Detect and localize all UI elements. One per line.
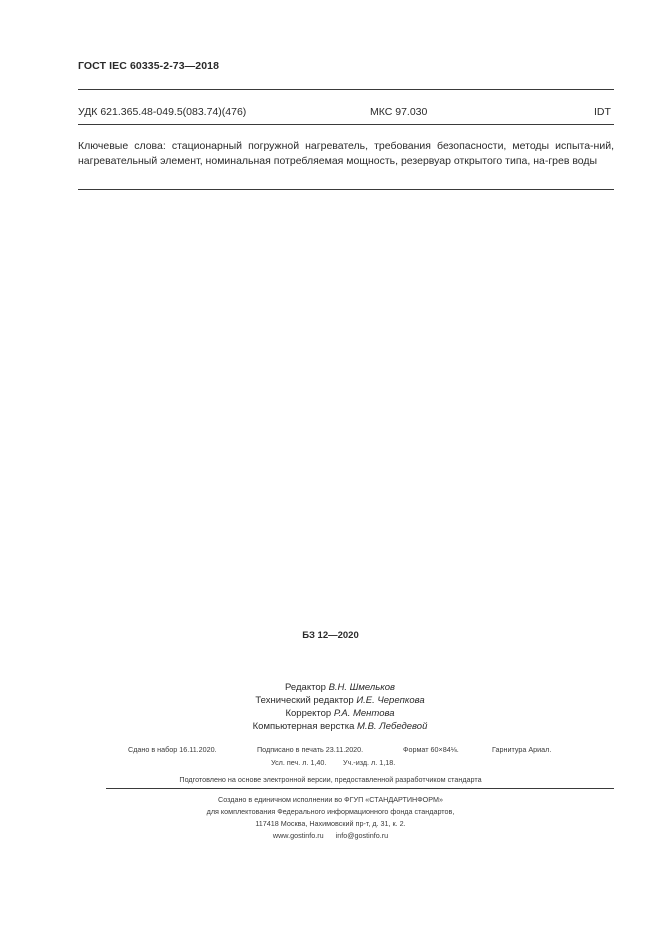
credit-editor: Редактор В.Н. Шмельков xyxy=(285,682,395,693)
print-format: Формат 60×84⅛. xyxy=(403,745,459,754)
publisher-line-1: Создано в единичном исполнении во ФГУП «СТАНДАРТИНФОРМ» xyxy=(218,795,443,804)
meta-divider xyxy=(78,124,614,125)
publisher-address: 117418 Москва, Нахимовский пр-т, д. 31, к. 2. xyxy=(255,819,406,828)
publisher-line-2: для комплектования Федерального информационного фонда стандартов, xyxy=(206,807,455,816)
credit-tech-editor: Технический редактор И.Е. Черепкова xyxy=(255,695,425,706)
credit-layout: Компьютерная верстка М.В. Лебедевой xyxy=(252,721,428,732)
print-sheets: Усл. печ. л. 1,40. xyxy=(271,758,327,767)
udc-code: УДК 621.365.48-049.5(083.74)(476) xyxy=(78,106,247,118)
bz-number: БЗ 12—2020 xyxy=(302,630,359,641)
typeface: Гарнитура Ариал. xyxy=(492,745,552,754)
mks-code: МКС 97.030 xyxy=(370,106,428,118)
top-divider xyxy=(78,89,614,90)
sent-to-set: Сдано в набор 16.11.2020. xyxy=(128,745,217,754)
credits-block xyxy=(180,681,500,733)
credit-proofreader: Корректор Р.А. Ментова xyxy=(285,708,395,719)
idt-label: IDT xyxy=(594,106,611,118)
email-link[interactable]: info@gostinfo.ru xyxy=(335,831,389,840)
keywords-paragraph: Ключевые слова: стационарный погружной нагреватель, требования безопасности, методы испыта-ний, нагревательный элемент, номинальная потребляемая мощность, резервуар открытого типа, на-грев воды xyxy=(78,140,614,167)
publisher-divider xyxy=(106,788,614,789)
standard-id: ГОСТ IEC 60335-2-73—2018 xyxy=(78,60,220,72)
publisher-links xyxy=(0,830,661,842)
signed-to-print: Подписано в печать 23.11.2020. xyxy=(257,745,364,754)
keywords-divider xyxy=(78,189,614,190)
publication-sheets: Уч.-изд. л. 1,18. xyxy=(343,758,396,767)
website-link[interactable]: www.gostinfo.ru xyxy=(272,831,324,840)
publisher-block xyxy=(0,794,661,842)
prepared-note: Подготовлено на основе электронной версии, предоставленной разработчиком стандарта xyxy=(179,775,482,784)
